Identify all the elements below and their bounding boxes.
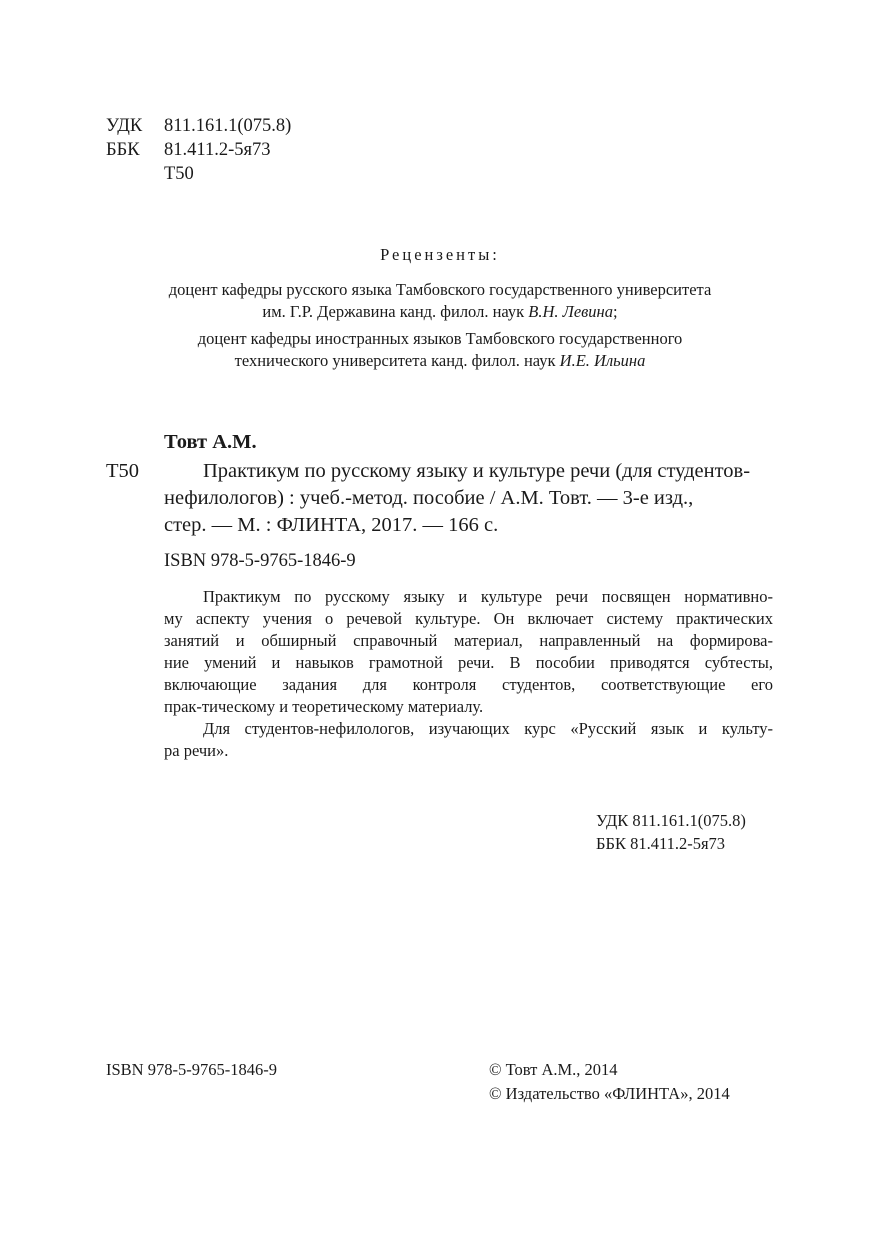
book-isbn: ISBN 978-5-9765-1846-9 xyxy=(164,551,356,571)
udk-bottom: УДК 811.161.1(075.8) xyxy=(596,811,746,830)
udk-value: 811.161.1(075.8) xyxy=(164,116,292,136)
copyright-author: © Товт А.М., 2014 xyxy=(489,1060,618,1079)
book-title-line1: Практикум по русскому языку и культуре речи (для студентов- xyxy=(203,460,751,482)
bbk-bottom: ББК 81.411.2-5я73 xyxy=(596,834,726,853)
annotation-line: занятий и обширный справочный материал, направленный на формирова- xyxy=(164,631,773,650)
reviewer2-line2: технического университета канд. филол. наук И.Е. Ильина xyxy=(234,351,646,370)
author-mark: Т50 xyxy=(164,164,194,184)
book-title-line3: стер. — М. : ФЛИНТА, 2017. — 166 с. xyxy=(164,514,499,536)
reviewer1-line2: им. Г.Р. Державина канд. филол. наук В.Н. Левина; xyxy=(262,302,618,321)
footer-isbn: ISBN 978-5-9765-1846-9 xyxy=(106,1060,277,1079)
book-title-line2: нефилологов) : учеб.-метод. пособие / А.М. Товт. — 3-е изд., xyxy=(164,487,694,509)
annotation-line: ние умений и навыков грамотной речи. В пособии приводятся субтесты, xyxy=(164,653,773,672)
reviewer1-name: В.Н. Левина xyxy=(528,302,613,321)
book-author: Товт А.М. xyxy=(164,431,257,453)
reviewer1-line1: доцент кафедры русского языка Тамбовского государственного университета xyxy=(168,280,712,299)
annotation-line: ра речи». xyxy=(164,741,229,760)
reviewer2-line1: доцент кафедры иностранных языков Тамбовского государственного xyxy=(197,329,683,348)
annotation-line: му аспекту учения о речевой культуре. Он включает систему практических xyxy=(164,609,773,628)
reviewers-heading: Рецензенты: xyxy=(380,245,500,264)
book-mark: Т50 xyxy=(106,460,140,482)
bbk-label: ББК xyxy=(106,140,140,160)
copyright-publisher: © Издательство «ФЛИНТА», 2014 xyxy=(489,1084,730,1103)
udk-label: УДК xyxy=(106,116,143,136)
annotation-line: прак-тическому и теоретическому материалу. xyxy=(164,697,484,716)
annotation-line: Для студентов-нефилологов, изучающих курс «Русский язык и культу- xyxy=(203,719,773,738)
annotation-line: Практикум по русскому языку и культуре речи посвящен нормативно- xyxy=(203,587,773,606)
annotation-line: включающие задания для контроля студентов, соответствующие его xyxy=(164,675,773,694)
bbk-value: 81.411.2-5я73 xyxy=(164,140,271,160)
reviewer2-name: И.Е. Ильина xyxy=(559,351,646,370)
